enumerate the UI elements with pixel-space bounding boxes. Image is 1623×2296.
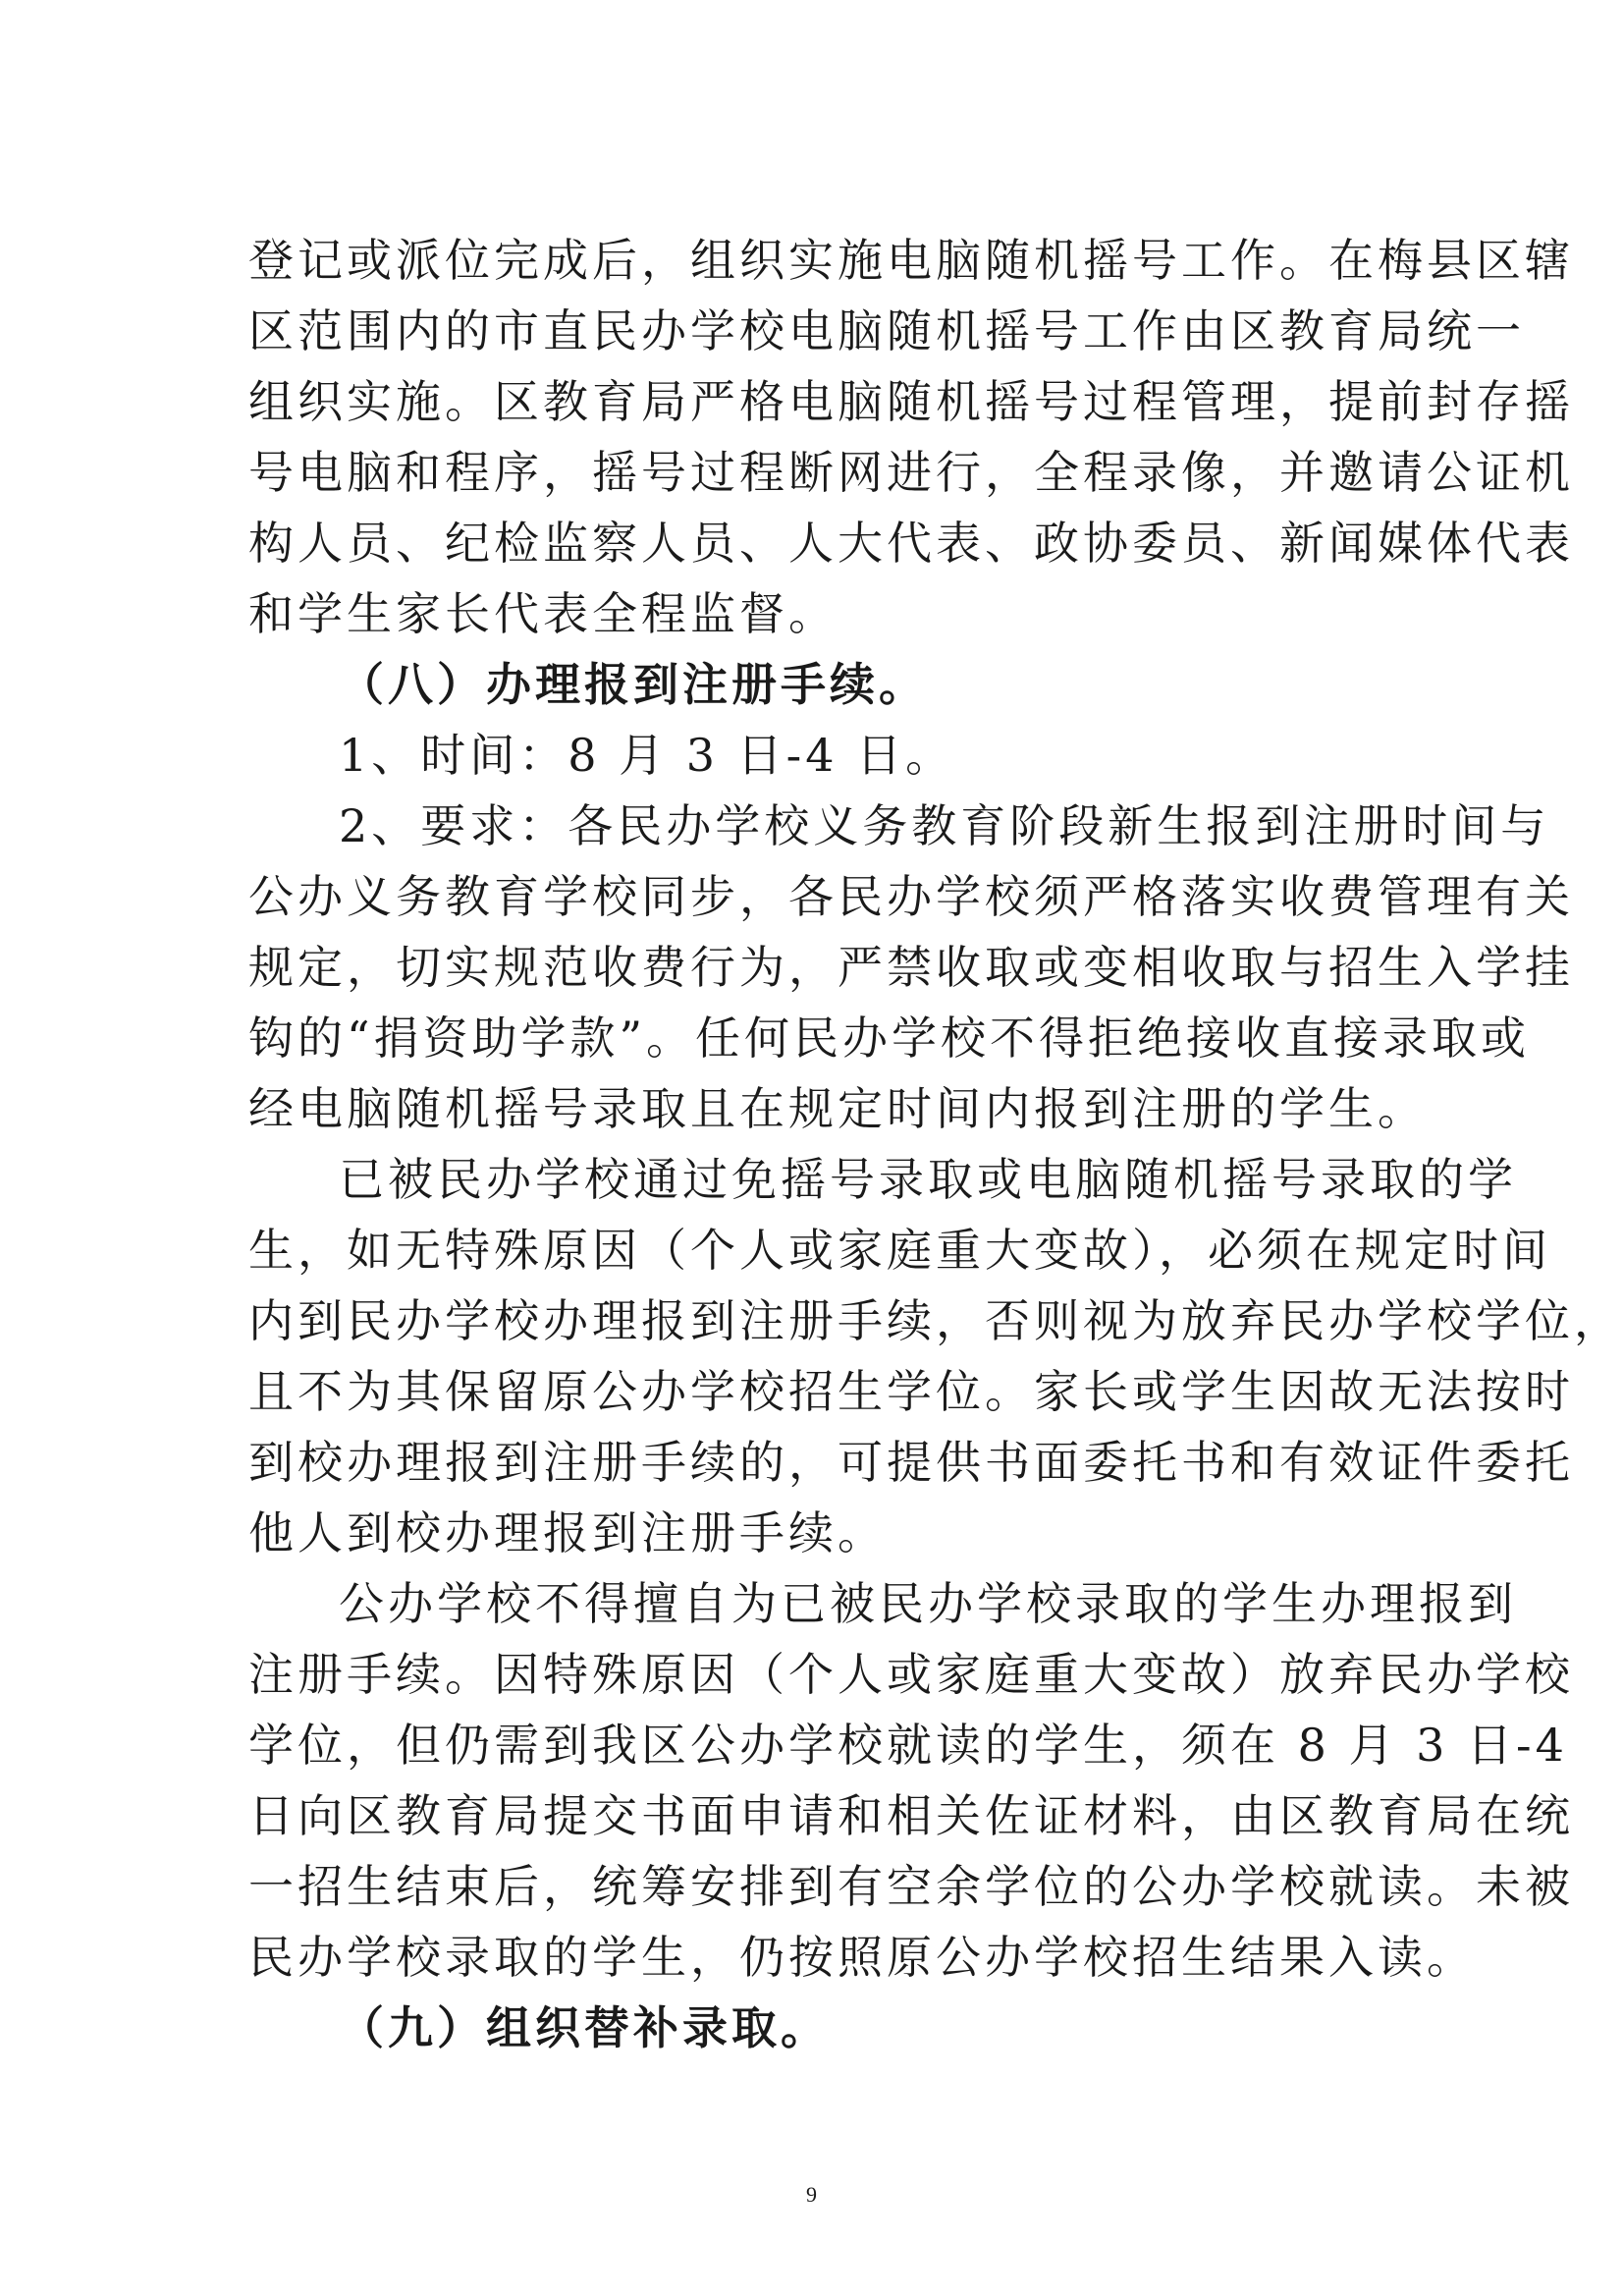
- paragraph-line: 他人到校办理报到注册手续。: [248, 1506, 887, 1559]
- paragraph-line: 公办义务教育学校同步，各民办学校须严格落实收费管理有关: [248, 870, 1574, 923]
- paragraph-line: 2、要求：各民办学校义务教育阶段新生报到注册时间与: [339, 799, 1550, 852]
- paragraph-line: 规定，切实规范收费行为，严禁收取或变相收取与招生入学挂: [248, 941, 1574, 994]
- paragraph-line: 钩的“捐资助学款”。任何民办学校不得拒绝接收直接录取或: [248, 1011, 1531, 1065]
- paragraph-line: 注册手续。因特殊原因（个人或家庭重大变故）放弃民办学校: [248, 1648, 1574, 1701]
- paragraph-line: 1、时间：8 月 3 日-4 日。: [339, 729, 955, 782]
- paragraph-line: 到校办理报到注册手续的，可提供书面委托书和有效证件委托: [248, 1436, 1574, 1489]
- paragraph-line: 公办学校不得擅自为已被民办学校录取的学生办理报到: [339, 1577, 1517, 1630]
- paragraph-line: 号电脑和程序，摇号过程断网进行，全程录像，并邀请公证机: [248, 446, 1574, 499]
- paragraph-line: 民办学校录取的学生，仍按照原公办学校招生结果入读。: [248, 1931, 1476, 1984]
- paragraph-line: 日向区教育局提交书面申请和相关佐证材料，由区教育局在统: [248, 1789, 1574, 1842]
- paragraph-line: 区范围内的市直民办学校电脑随机摇号工作由区教育局统一: [248, 304, 1525, 357]
- paragraph-line: 组织实施。区教育局严格电脑随机摇号过程管理，提前封存摇: [248, 375, 1574, 428]
- paragraph-line: 且不为其保留原公办学校招生学位。家长或学生因故无法按时: [248, 1365, 1574, 1418]
- paragraph-line: 登记或派位完成后，组织实施电脑随机摇号工作。在梅县区辖: [248, 234, 1574, 287]
- paragraph-line: 学位，但仍需到我区公办学校就读的学生，须在 8 月 3 日-4: [248, 1719, 1568, 1772]
- paragraph-line: 构人员、纪检监察人员、人大代表、政协委员、新闻媒体代表: [248, 517, 1574, 570]
- page-number: 9: [806, 2182, 817, 2207]
- section-heading-9: （九）组织替补录取。: [339, 2001, 830, 2054]
- paragraph-line: 一招生结束后，统筹安排到有空余学位的公办学校就读。未被: [248, 1860, 1574, 1913]
- paragraph-line: 已被民办学校通过免摇号录取或电脑随机摇号录取的学: [339, 1153, 1517, 1206]
- paragraph-line: 和学生家长代表全程监督。: [248, 587, 838, 640]
- paragraph-line: 内到民办学校办理报到注册手续，否则视为放弃民办学校学位，: [248, 1294, 1623, 1347]
- section-heading-8: （八）办理报到注册手续。: [339, 658, 928, 711]
- paragraph-line: 生，如无特殊原因（个人或家庭重大变故），必须在规定时间: [248, 1224, 1551, 1277]
- paragraph-line: 经电脑随机摇号录取且在规定时间内报到注册的学生。: [248, 1082, 1427, 1135]
